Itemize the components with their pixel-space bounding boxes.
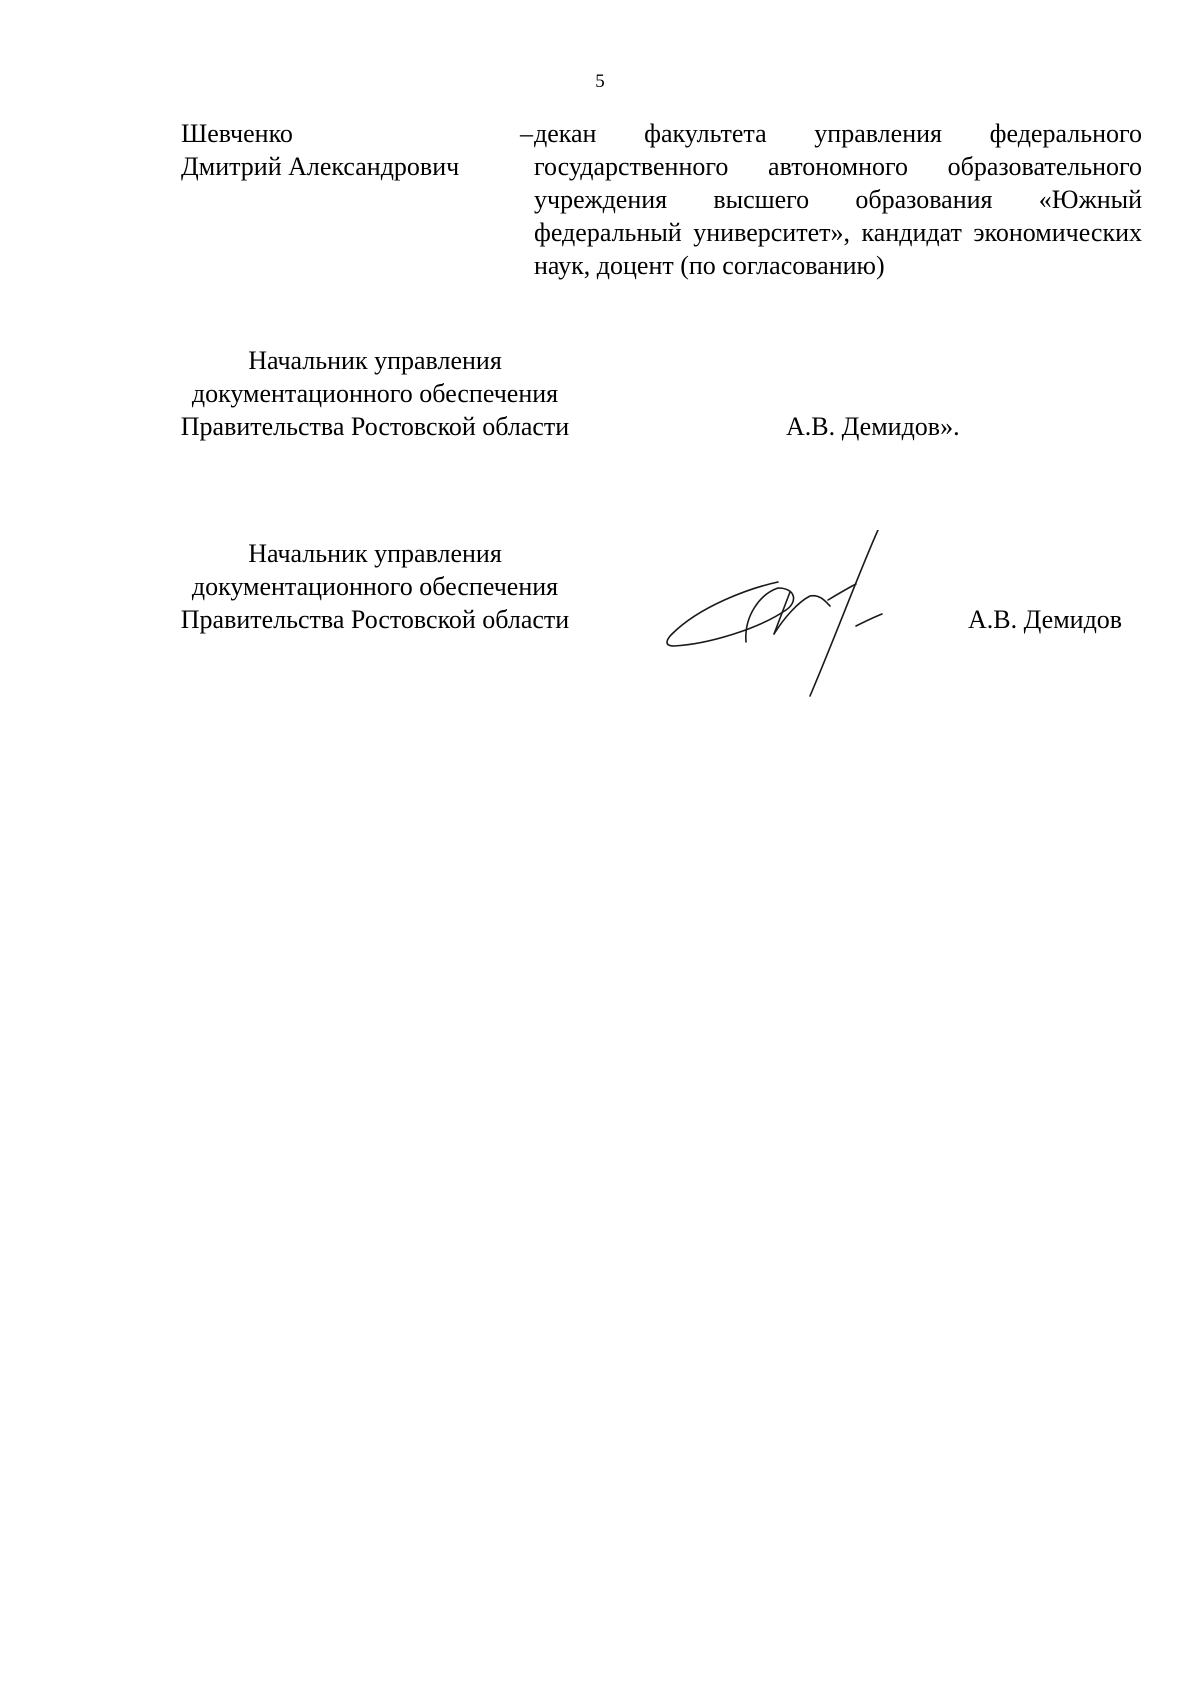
signature-title-line: Правительства Ростовской области <box>180 412 570 441</box>
handwritten-signature-icon <box>660 530 970 700</box>
member-given-names: Дмитрий Александрович <box>181 152 460 181</box>
member-surname: Шевченко <box>181 119 293 148</box>
signature-title-line: Начальник управления <box>248 346 502 375</box>
signature-block-title <box>150 537 600 636</box>
member-dash: – <box>520 119 533 148</box>
signature-title-line: Правительства Ростовской области <box>180 605 570 634</box>
signature-title-line: документационного обеспечения <box>191 379 559 408</box>
member-position: декан факультета управления федерального государственного автономного образовательного учреждения высшего образования «Южный федеральный университет», кандидат экономических наук, доцент (по согласованию) <box>534 119 1142 280</box>
member-entry <box>181 117 1143 287</box>
page-number: 5 <box>595 71 605 92</box>
signature-title-line: документационного обеспечения <box>191 572 559 601</box>
signature-block-title <box>150 344 600 443</box>
signer-name: А.В. Демидов». <box>786 412 960 441</box>
signature-title-line: Начальник управления <box>248 539 502 568</box>
member-name <box>181 117 491 183</box>
signer-name: А.В. Демидов <box>968 605 1123 634</box>
